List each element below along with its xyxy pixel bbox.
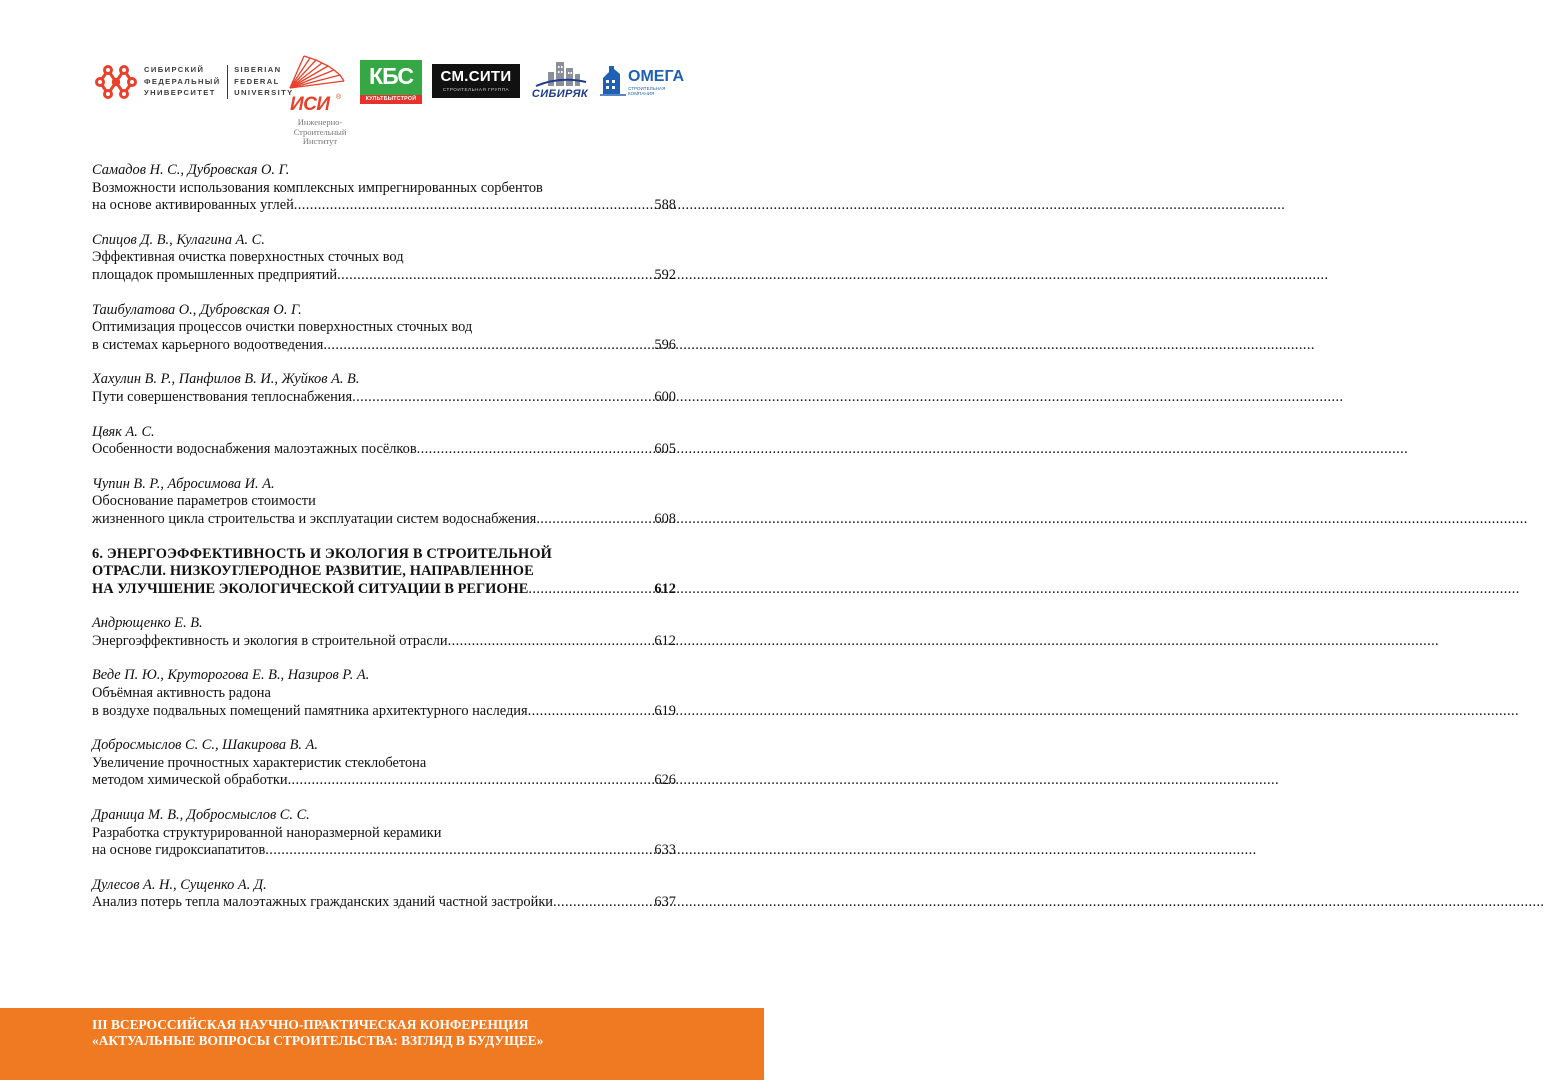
dot-leader <box>337 267 636 285</box>
entry-title-end: Энергоэффективность и экология в строительной отрасли <box>92 632 448 649</box>
toc-entry[interactable] <box>92 424 676 459</box>
sfu-wordmark <box>144 64 294 99</box>
table-of-contents <box>92 162 676 929</box>
sfu-en-wordmark: SIBERIAN FEDERAL UNIVERSITY <box>234 65 294 97</box>
entry-last-line <box>92 441 676 459</box>
isi-mark: ИСИ <box>290 94 330 115</box>
dot-leader <box>352 389 636 407</box>
entry-last-line <box>92 633 676 651</box>
entry-title-line: Увеличение прочностных характеристик стеклобетона <box>92 754 427 771</box>
entry-title-line: Объёмная активность радона <box>92 685 271 702</box>
section-title-end: НА УЛУЧШЕНИЕ ЭКОЛОГИЧЕСКОЙ СИТУАЦИИ В РЕГИОНЕ <box>92 580 529 597</box>
toc-entry[interactable] <box>92 476 676 529</box>
entry-last-line <box>92 703 676 721</box>
page-number[interactable]: 626 <box>654 772 676 789</box>
omega-logo <box>600 64 685 100</box>
omega-subtitle: СТРОИТЕЛЬНАЯ КОМПАНИЯ <box>628 86 666 96</box>
smc-subtitle: СТРОИТЕЛЬНАЯ ГРУППА <box>442 87 510 92</box>
section-title-line: ОТРАСЛИ. НИЗКОУГЛЕРОДНОЕ РАЗВИТИЕ, НАПРАВЛЕННОЕ <box>92 563 534 580</box>
sibiryak-buildings-icon <box>526 60 594 88</box>
toc-entry[interactable] <box>92 807 676 860</box>
header-logos <box>92 48 685 148</box>
entry-last-line <box>92 389 676 407</box>
kbs-logo <box>360 60 422 104</box>
entry-title-line: Эффективная очистка поверхностных сточных вод <box>92 249 404 266</box>
entry-title-end: на основе активированных углей <box>92 197 294 214</box>
entry-authors: Андрющенко Е. В. <box>92 615 203 632</box>
toc-entry[interactable] <box>92 615 676 650</box>
sfu-logo <box>92 58 294 106</box>
entry-title-line: Оптимизация процессов очистки поверхностных сточных вод <box>92 319 473 336</box>
sfu-emblem-icon <box>92 60 138 104</box>
page-number[interactable]: 588 <box>654 197 676 214</box>
isi-book-icon <box>286 48 350 96</box>
page-number[interactable]: 600 <box>654 388 676 405</box>
omega-emblem-icon <box>600 64 628 98</box>
entry-title-end: в воздухе подвальных помещений памятника архитектурного наследия <box>92 702 528 719</box>
toc-entry[interactable] <box>92 162 676 215</box>
dot-leader <box>448 633 636 651</box>
dot-leader <box>528 703 636 721</box>
entry-authors: Дулесов А. Н., Сущенко А. Д. <box>92 876 267 893</box>
entry-title-line: Возможности использования комплексных импрегнированных сорбентов <box>92 179 543 196</box>
entry-authors: Добросмыслов С. С., Шакирова В. А. <box>92 737 319 754</box>
registered-icon: ® <box>336 94 342 101</box>
entry-authors: Ташбулатова О., Дубровская О. Г. <box>92 301 302 318</box>
entry-title-end: в системах карьерного водоотведения <box>92 336 324 353</box>
section-last-line <box>92 581 676 599</box>
sfu-ru-wordmark: СИБИРСКИЙ ФЕДЕРАЛЬНЫЙ УНИВЕРСИТЕТ <box>144 65 221 97</box>
omega-name: ОМЕГА <box>628 68 685 85</box>
conference-title-line: «АКТУАЛЬНЫЕ ВОПРОСЫ СТРОИТЕЛЬСТВА: ВЗГЛЯД В БУДУЩЕЕ» <box>92 1033 544 1049</box>
footer-band <box>0 1008 764 1080</box>
entry-title-end: методом химической обработки <box>92 772 288 789</box>
conference-title-line: III ВСЕРОССИЙСКАЯ НАУЧНО-ПРАКТИЧЕСКАЯ КОНФЕРЕНЦИЯ <box>92 1017 529 1032</box>
entry-authors: Самадов Н. С., Дубровская О. Г. <box>92 162 290 178</box>
entry-title-end: на основе гидроксиапатитов <box>92 842 266 859</box>
entry-authors: Веде П. Ю., Круторогова Е. В., Назиров Р. А. <box>92 667 370 684</box>
entry-last-line <box>92 842 676 860</box>
sfu-divider <box>227 65 229 99</box>
dot-leader <box>528 581 636 599</box>
entry-last-line <box>92 197 676 215</box>
toc-entry[interactable] <box>92 232 676 285</box>
dot-leader <box>294 197 636 215</box>
section-page-number[interactable]: 612 <box>654 580 676 597</box>
page-number[interactable]: 608 <box>654 510 676 527</box>
entry-last-line <box>92 337 676 355</box>
page-number[interactable]: 596 <box>654 336 676 353</box>
toc-entry[interactable] <box>92 737 676 790</box>
kbs-subtitle: КУЛЬТБЫТСТРОЙ <box>360 95 422 104</box>
entry-title-end: жизненного цикла строительства и эксплуатации систем водоснабжения <box>92 510 537 527</box>
smc-name: СМ.СИТИ <box>440 68 512 85</box>
page-number[interactable]: 605 <box>654 441 676 458</box>
dot-leader <box>536 511 636 529</box>
entry-title-end: Особенности водоснабжения малоэтажных посёлков <box>92 441 417 458</box>
isi-logo <box>286 48 350 148</box>
toc-entry[interactable] <box>92 302 676 355</box>
entry-authors: Цвяк А. С. <box>92 423 155 440</box>
entry-title-end: Пути совершенствования теплоснабжения <box>92 388 353 405</box>
section-title-line: 6. ЭНЕРГОЭФФЕКТИВНОСТЬ И ЭКОЛОГИЯ В СТРОИТЕЛЬНОЙ <box>92 545 553 562</box>
toc-section-heading[interactable] <box>92 546 676 599</box>
page-number[interactable]: 633 <box>654 842 676 859</box>
page-number[interactable]: 612 <box>654 632 676 649</box>
page-number[interactable]: 619 <box>654 702 676 719</box>
entry-authors: Чупин В. Р., Абросимова И. А. <box>92 475 275 492</box>
dot-leader <box>288 772 636 790</box>
dot-leader <box>417 441 636 459</box>
toc-entry[interactable] <box>92 667 676 720</box>
conference-title <box>92 1017 543 1050</box>
entry-title-line: Разработка структурированной наноразмерной керамики <box>92 824 442 841</box>
entry-last-line <box>92 772 676 790</box>
page-number[interactable]: 637 <box>654 894 676 911</box>
isi-subtitle: Инженерно- Строительный Институт <box>293 117 347 146</box>
sibiryak-logo <box>526 60 594 104</box>
toc-entry[interactable] <box>92 877 676 912</box>
kbs-mark: КБС <box>369 63 413 89</box>
dot-leader <box>553 894 636 912</box>
page-number[interactable]: 592 <box>654 266 676 283</box>
entry-last-line <box>92 267 676 285</box>
dot-leader <box>265 842 636 860</box>
sibiryak-name: СИБИРЯК <box>531 88 589 100</box>
dot-leader <box>323 337 636 355</box>
entry-authors: Драница М. В., Добросмыслов С. С. <box>92 807 310 824</box>
toc-entry[interactable] <box>92 371 676 406</box>
entry-last-line <box>92 511 676 529</box>
entry-authors: Спицов Д. В., Кулагина А. С. <box>92 231 265 248</box>
entry-authors: Хахулин В. Р., Панфилов В. И., Жуйков А. В. <box>92 371 360 388</box>
entry-title-end: площадок промышленных предприятий <box>92 266 338 283</box>
entry-title-line: Обоснование параметров стоимости <box>92 493 316 510</box>
entry-title-end: Анализ потерь тепла малоэтажных гражданских зданий частной застройки <box>92 894 554 911</box>
smc-logo <box>432 64 520 98</box>
entry-last-line <box>92 894 676 912</box>
